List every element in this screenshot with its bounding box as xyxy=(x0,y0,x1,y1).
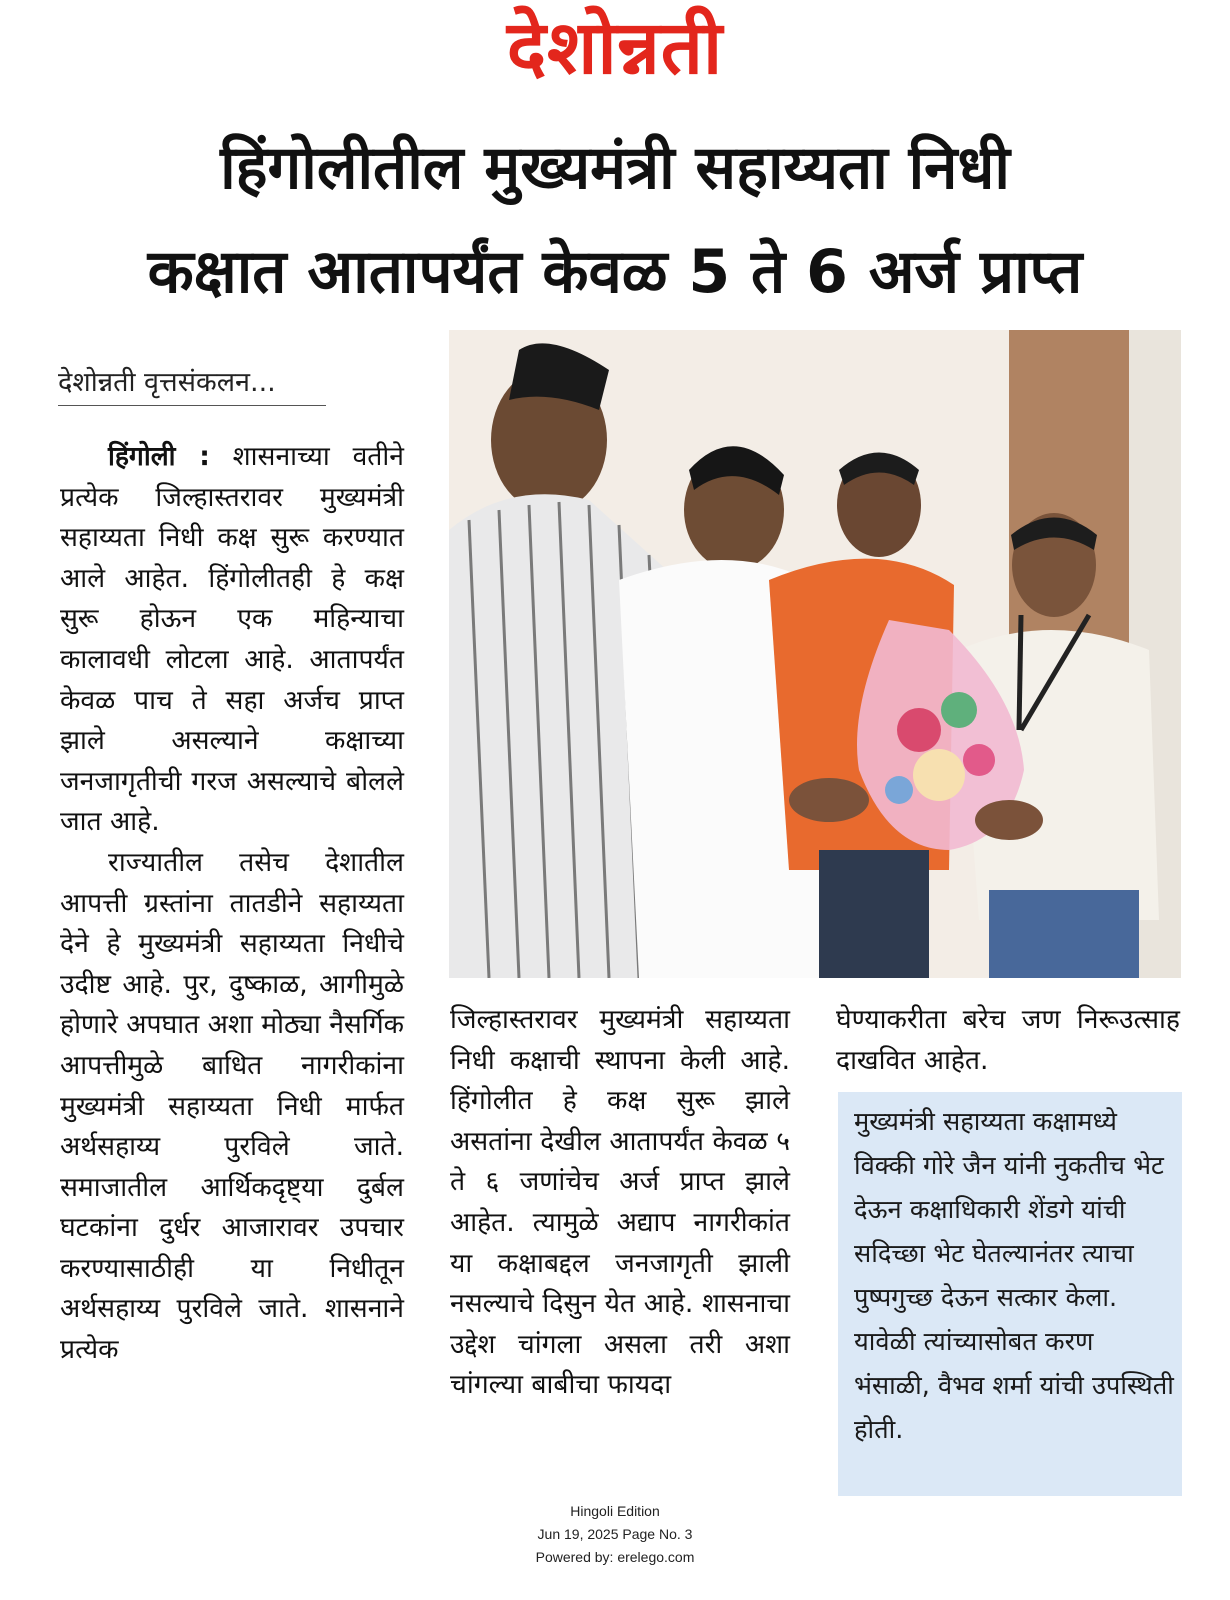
footer-powered-by: Powered by: erelego.com xyxy=(535,1549,695,1565)
article-paragraph-1 xyxy=(60,437,404,843)
page-footer xyxy=(0,1500,1230,1569)
headline-line-1: हिंगोलीतील मुख्यमंत्री सहाय्यता निधी xyxy=(220,133,1010,203)
article-column-1 xyxy=(60,437,404,1371)
article-column-3 xyxy=(836,1000,1180,1081)
column-3-text: घेण्याकरीता बरेच जण निरूउत्साह दाखवित आहेत. xyxy=(836,1004,1180,1076)
photo-caption: मुख्यमंत्री सहाय्यता कक्षामध्ये विक्की गोरे जैन यांनी नुकतीच भेट देऊन कक्षाधिकारी शेंडगे यांची सदिच्छा भेट घेतल्यानंतर त्याचा पुष्पगुच्छ देऊन सत्कार केला. यावेळी त्यांच्यासोबत करण भंसाळी, वैभव शर्मा यांची उपस्थिती होती. xyxy=(854,1107,1174,1445)
photo-illustration xyxy=(449,330,1181,978)
column-2-text: जिल्हास्तरावर मुख्यमंत्री सहाय्यता निधी कक्षाची स्थापना केली आहे. हिंगोलीत हे कक्ष सुरू झाले असतांना देखील आतापर्यंत केवळ ५ ते ६ जणांचेच अर्ज प्राप्त झाले आहेत. त्यामुळे अद्याप नागरीकांत या कक्षाबद्दल जनजागृती झाली नसल्याचे दिसुन येत आहे. शासनाचा उद्देश चांगला असला तरी अशा चांगल्या बाबीचा फायदा xyxy=(450,1004,790,1401)
paragraph-1-text: शासनाच्या वतीने प्रत्येक जिल्हास्तरावर मुख्यमंत्री सहाय्यता निधी कक्ष सुरू करण्यात आले आहेत. हिंगोलीतही हे कक्ष सुरू होऊन एक महिन्याचा कालावधी लोटला आहे. आतापर्यंत केवळ पाच ते सहा अर्जच प्राप्त झाले असल्याने कक्षाच्या जनजागृतीची गरज असल्याचे बोलले जात आहे. xyxy=(60,441,404,838)
news-photo xyxy=(449,330,1181,978)
byline: देशोन्नती वृत्तसंकलन... xyxy=(58,362,326,406)
article-paragraph-2: राज्यातील तसेच देशातील आपत्ती ग्रस्तांना तातडीने सहाय्यता देने हे मुख्यमंत्री सहाय्यता निधीचे उदीष्ट आहे. पुर, दुष्काळ, आगीमुळे होणारे अपघात अशा मोठ्या नैसर्गिक आपत्तीमुळे बाधित नागरीकांना मुख्यमंत्री सहाय्यता निधी मार्फत अर्थसहाय्य पुरविले जाते. समाजातील आर्थिकदृष्ट्या दुर्बल घटकांना दुर्धर आजारावर उपचार करण्यासाठीही या निधीतून अर्थसहाय्य पुरविले जाते. शासनाने प्रत्येक xyxy=(60,846,404,1366)
footer-date-page: Jun 19, 2025 Page No. 3 xyxy=(537,1526,693,1542)
article-column-2 xyxy=(450,1000,790,1406)
footer-edition: Hingoli Edition xyxy=(570,1503,660,1519)
dateline: हिंगोली : xyxy=(108,441,210,472)
headline-line-2: कक्षात आतापर्यंत केवळ 5 ते 6 अर्ज प्राप्त xyxy=(147,237,1083,307)
masthead-logo: देशोन्नती xyxy=(506,5,724,91)
